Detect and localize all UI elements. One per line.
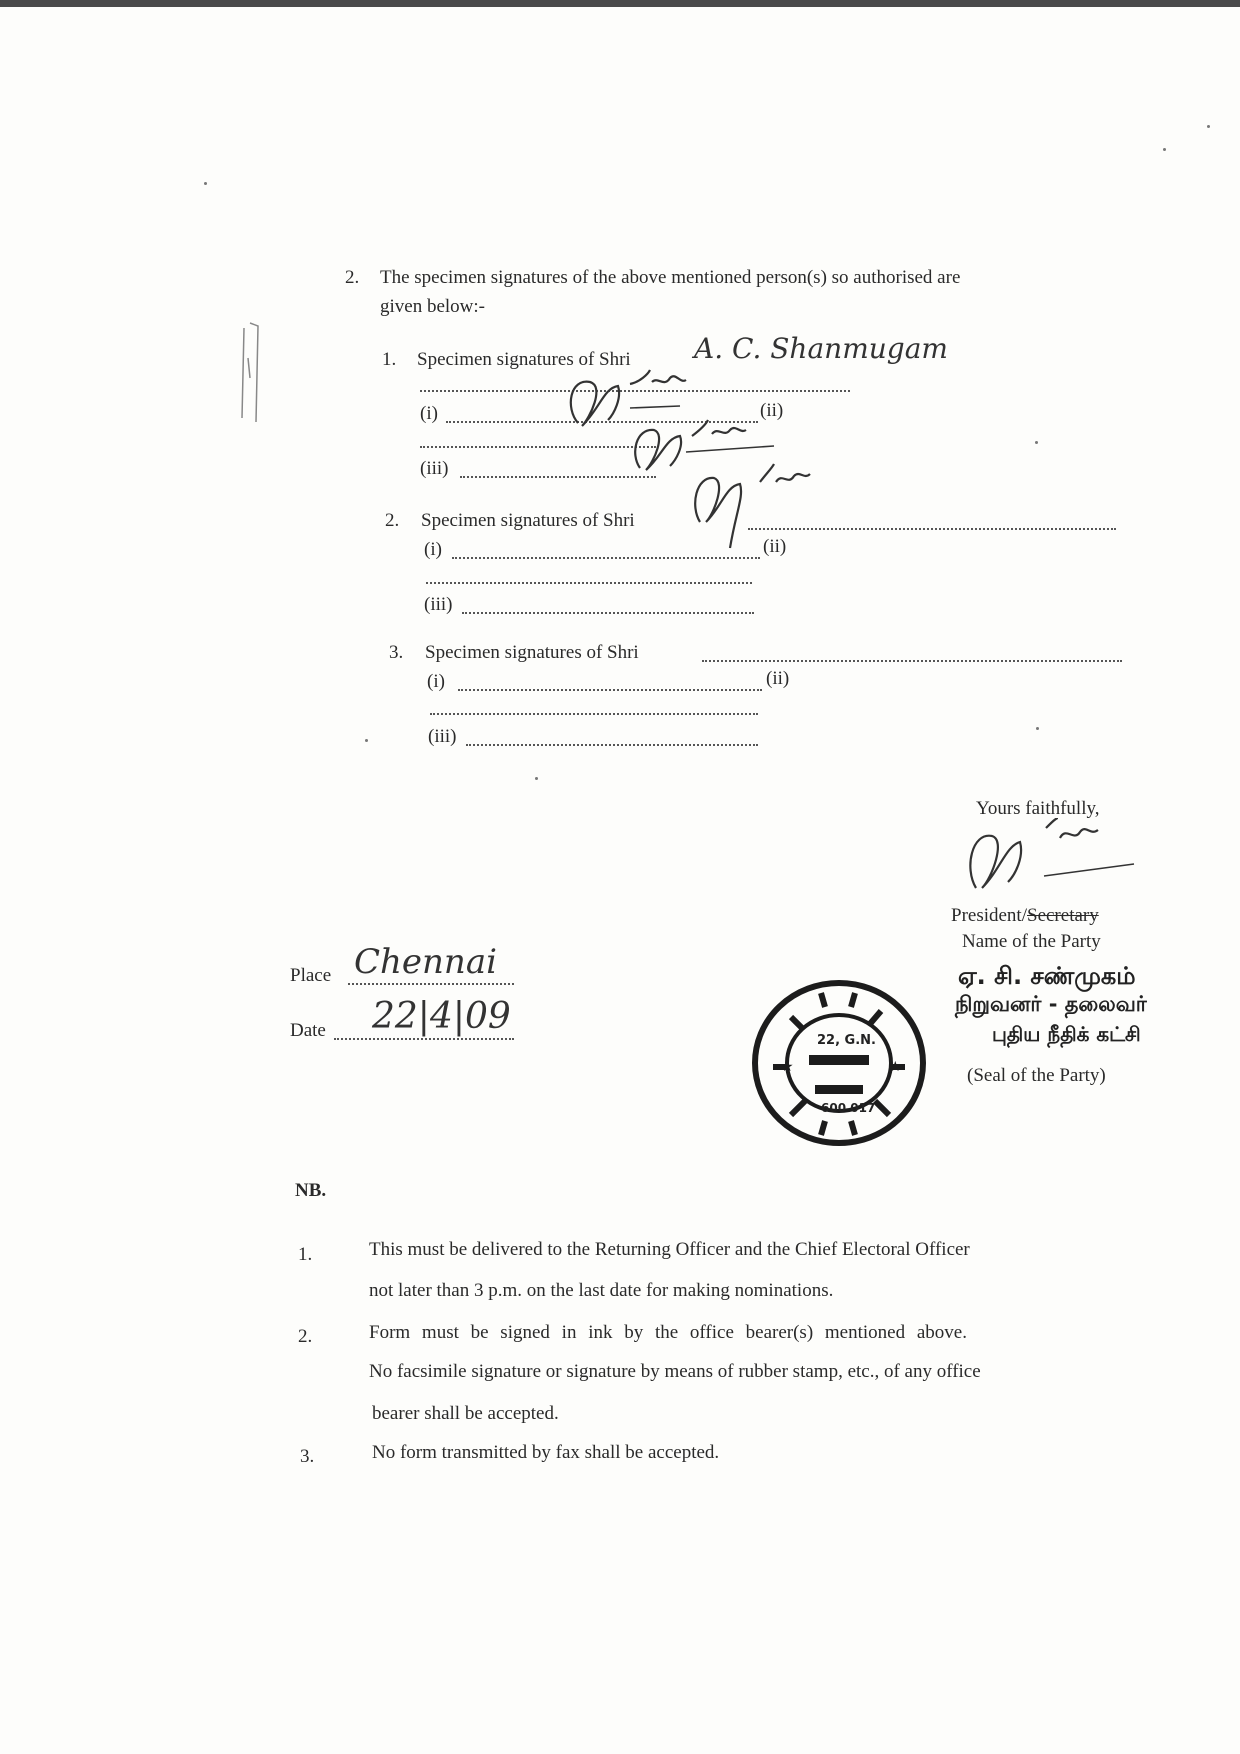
nb-item-2-line-1: Form must be signed in ink by the office bearer(s) mentioned above. bbox=[369, 1322, 967, 1343]
svg-text:★: ★ bbox=[889, 1060, 902, 1075]
stamp-name-tamil: ஏ. சி. சண்முகம் bbox=[958, 962, 1136, 990]
scan-speck bbox=[1035, 441, 1038, 444]
date-value-handwritten: 22|4|09 bbox=[372, 996, 511, 1037]
specimen-2-number: 2. bbox=[385, 510, 400, 531]
seal-rings bbox=[751, 975, 927, 1151]
specimen-1-ii-dotted-line bbox=[420, 446, 656, 448]
nb-item-2-line-3: bearer shall be accepted. bbox=[372, 1403, 559, 1424]
specimen-2-ii-label: (ii) bbox=[763, 536, 787, 557]
specimen-1-ii-label: (ii) bbox=[760, 400, 784, 421]
clause-number: 2. bbox=[345, 267, 360, 288]
stamp-designation-tamil: நிறுவனர் - தலைவர் bbox=[955, 992, 1147, 1016]
nb-heading: NB. bbox=[295, 1180, 327, 1201]
specimen-3-ii-label: (ii) bbox=[766, 668, 790, 689]
signature-iii bbox=[686, 462, 816, 550]
scan-top-border bbox=[0, 0, 1240, 7]
secretary-struck-text: Secretary bbox=[1027, 905, 1099, 926]
specimen-2-label: Specimen signatures of Shri bbox=[421, 510, 635, 531]
nb-item-1-number: 1. bbox=[298, 1244, 313, 1265]
specimen-2-i-dotted-line bbox=[452, 557, 760, 559]
place-dotted-line bbox=[348, 983, 514, 985]
scan-speck bbox=[1163, 148, 1166, 151]
stamp-party-tamil: புதிய நீதிக் கட்சி bbox=[992, 1022, 1141, 1046]
specimen-2-iii-dotted-line bbox=[462, 612, 754, 614]
specimen-3-number: 3. bbox=[389, 642, 404, 663]
date-dotted-line bbox=[334, 1038, 514, 1040]
nb-item-2-line-2: No facsimile signature or signature by means of rubber stamp, etc., of any office bbox=[369, 1361, 981, 1382]
president-signature bbox=[958, 818, 1148, 900]
specimen-1-name-handwritten: A. C. Shanmugam bbox=[694, 332, 948, 365]
scan-speck bbox=[204, 182, 207, 185]
specimen-1-label: Specimen signatures of Shri bbox=[417, 349, 631, 370]
specimen-2-ii-dotted-line bbox=[426, 582, 752, 584]
margin-pencil-mark bbox=[236, 318, 266, 428]
specimen-3-ii-dotted-line bbox=[430, 713, 758, 715]
president-label bbox=[951, 906, 1099, 925]
scan-speck bbox=[1207, 125, 1210, 128]
scan-speck bbox=[365, 739, 368, 742]
seal-label: (Seal of the Party) bbox=[967, 1065, 1106, 1086]
nb-item-3-number: 3. bbox=[300, 1446, 315, 1467]
yours-faithfully: Yours faithfully, bbox=[976, 798, 1100, 819]
seal-center-line-2: 600 017 bbox=[821, 1101, 876, 1115]
specimen-2-dotted-line bbox=[748, 528, 1116, 530]
specimen-1-i-label: (i) bbox=[420, 403, 438, 424]
specimen-1-number: 1. bbox=[382, 349, 397, 370]
specimen-2-i-label: (i) bbox=[424, 539, 442, 560]
place-value-handwritten: Chennai bbox=[354, 942, 497, 982]
specimen-3-iii-dotted-line bbox=[466, 744, 758, 746]
specimen-3-label: Specimen signatures of Shri bbox=[425, 642, 639, 663]
seal-center-line-1: 22, G.N. bbox=[817, 1033, 876, 1048]
party-name-label: Name of the Party bbox=[962, 931, 1101, 952]
party-round-seal bbox=[751, 975, 927, 1151]
specimen-3-iii-label: (iii) bbox=[428, 726, 457, 747]
clause-line-2: given below:- bbox=[380, 296, 486, 317]
specimen-3-dotted-line bbox=[702, 660, 1122, 662]
specimen-3-i-label: (i) bbox=[427, 671, 445, 692]
nb-item-3-line-1: No form transmitted by fax shall be accepted. bbox=[372, 1442, 720, 1463]
nb-item-2-number: 2. bbox=[298, 1326, 313, 1347]
specimen-2-iii-label: (iii) bbox=[424, 594, 453, 615]
nb-item-1-line-2: not later than 3 p.m. on the last date for making nominations. bbox=[369, 1280, 834, 1301]
nb-item-1-line-1: This must be delivered to the Returning Officer and the Chief Electoral Officer bbox=[369, 1239, 970, 1260]
place-label: Place bbox=[290, 965, 332, 986]
scan-speck bbox=[535, 777, 538, 780]
specimen-3-i-dotted-line bbox=[458, 689, 762, 691]
specimen-1-iii-label: (iii) bbox=[420, 458, 449, 479]
date-label: Date bbox=[290, 1020, 326, 1041]
president-text: President/ bbox=[951, 905, 1027, 926]
svg-text:★: ★ bbox=[781, 1060, 794, 1075]
scan-speck bbox=[1036, 727, 1039, 730]
clause-line-1: The specimen signatures of the above mentioned person(s) so authorised are bbox=[380, 267, 961, 288]
